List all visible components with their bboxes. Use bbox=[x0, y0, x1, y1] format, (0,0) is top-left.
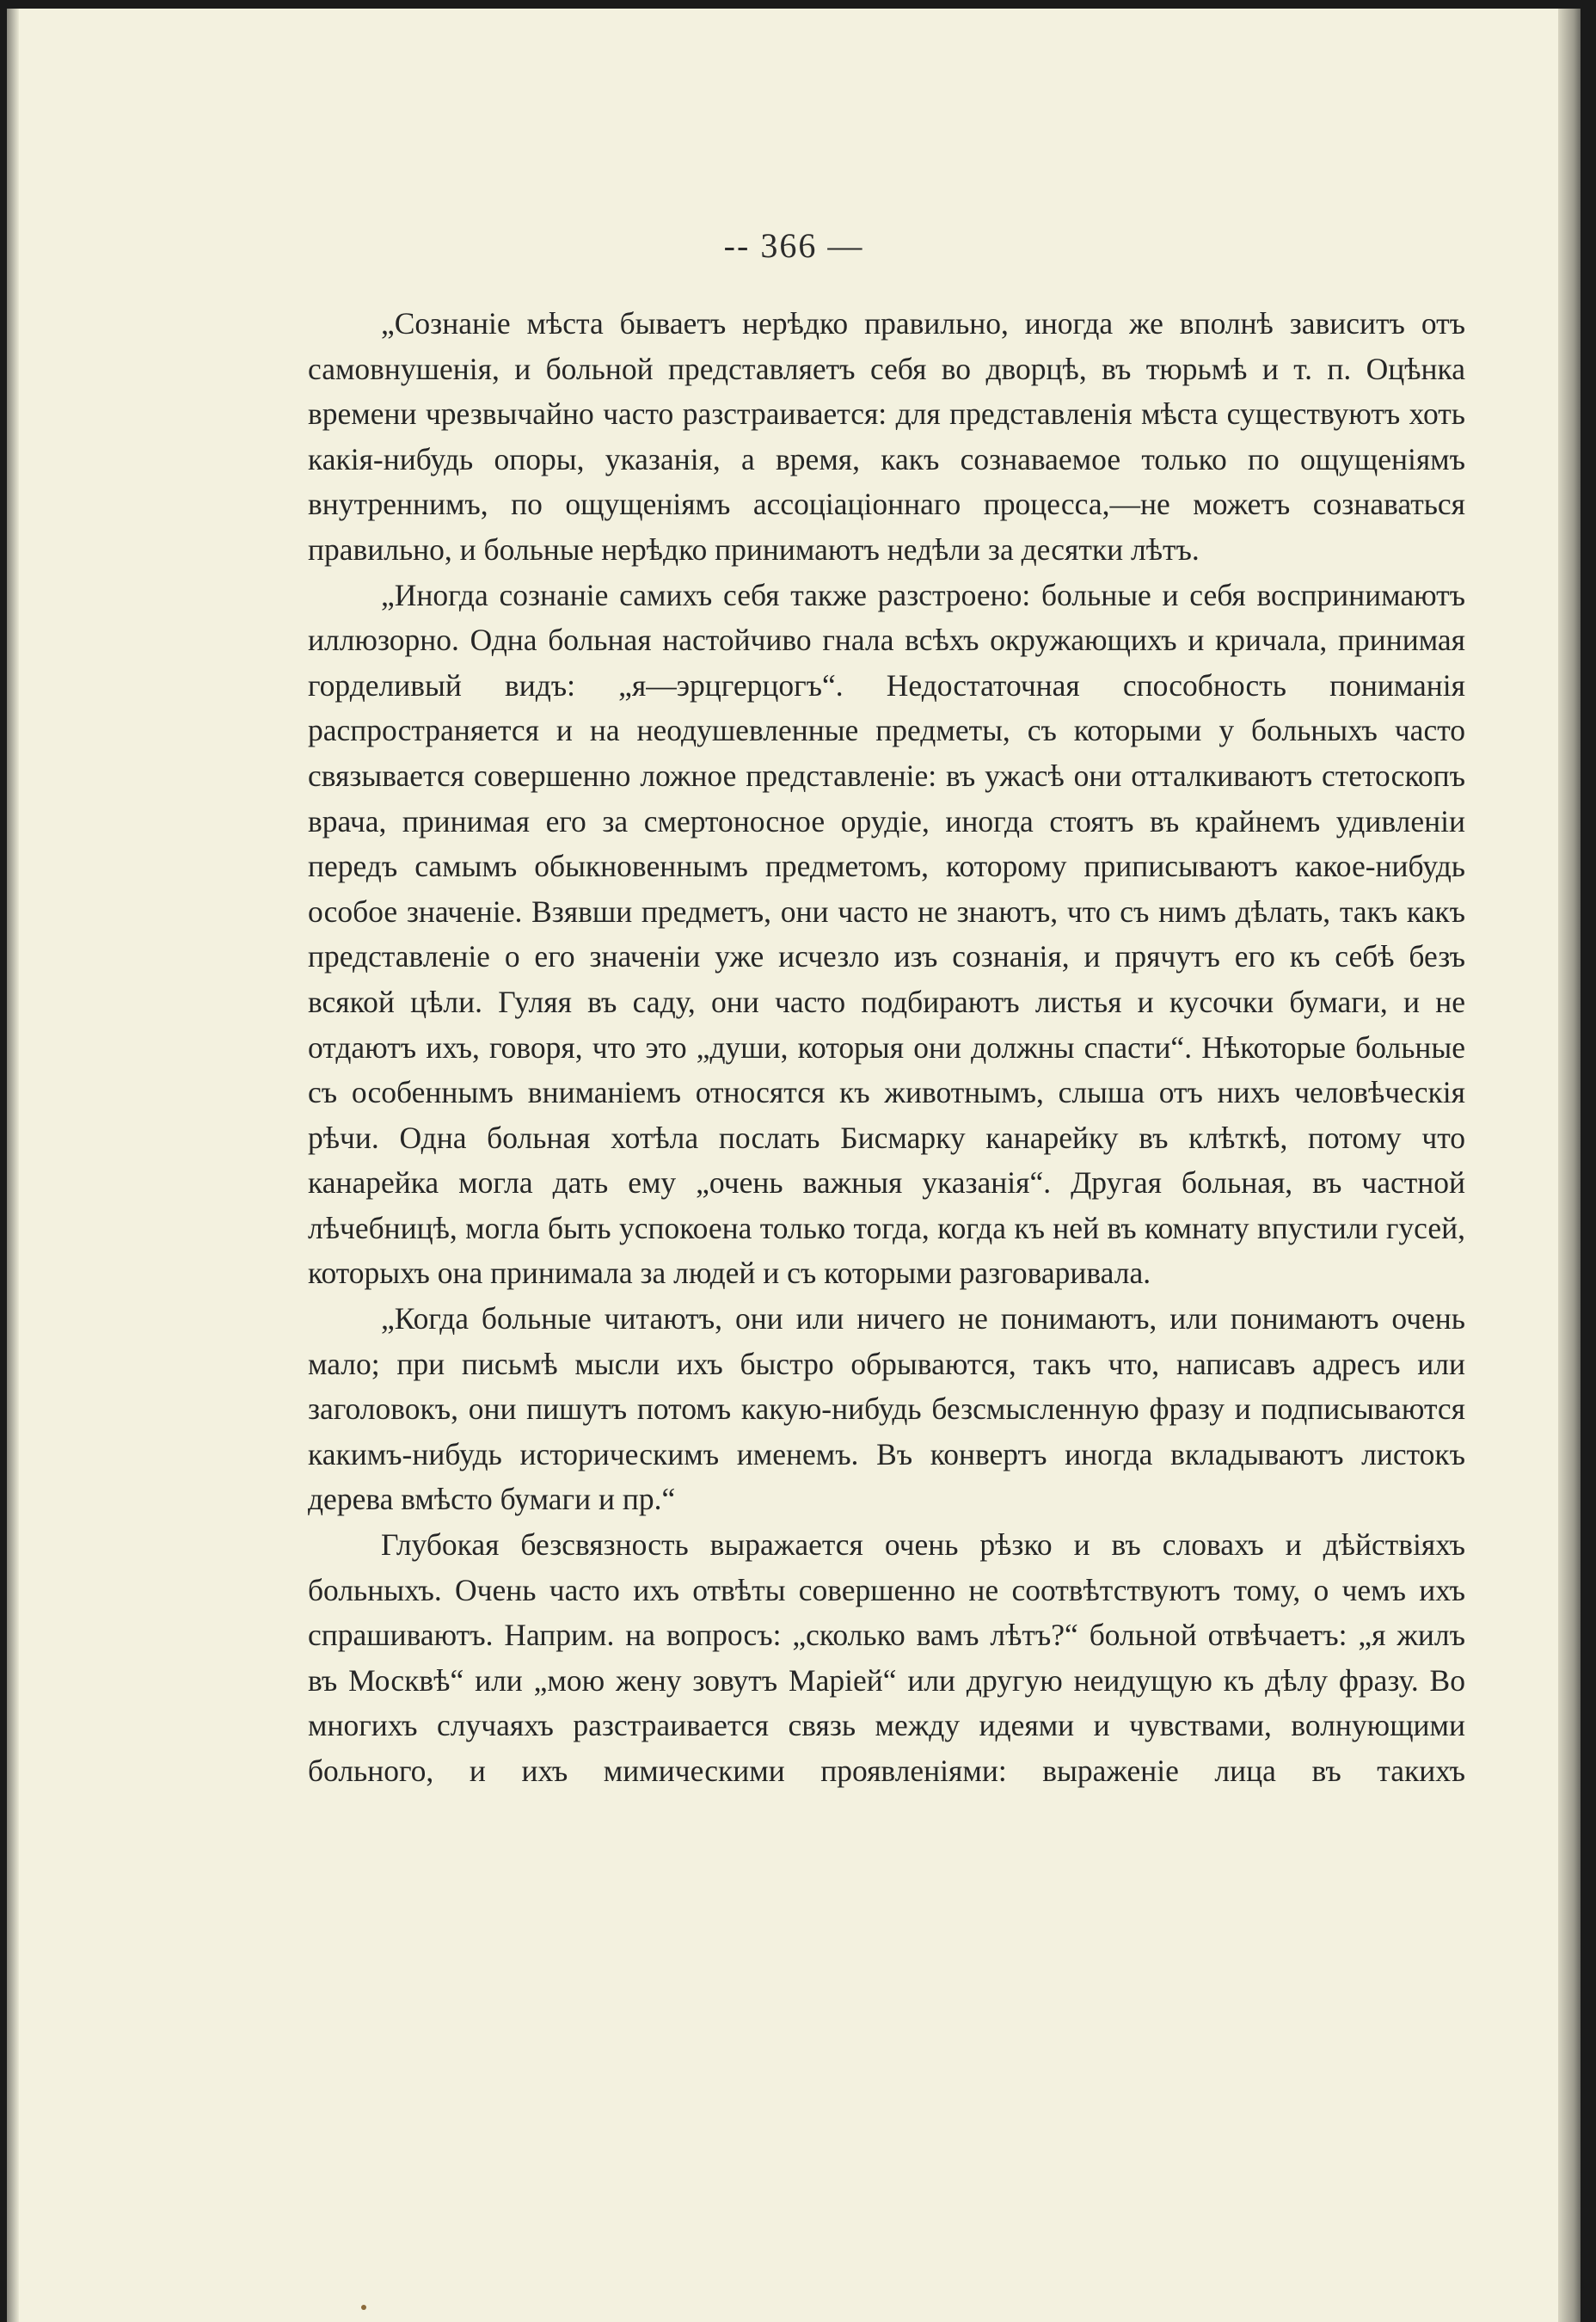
book-page bbox=[7, 9, 1581, 2322]
paragraph-2: „Иногда сознаніе самихъ себя также разстроено: больные и себя воспринимаютъ иллюзорно. Одна больная настойчиво гнала всѣхъ окружающихъ и кричала, принимая горделивый видъ: „я—эрцгерцогъ“. Недостаточная способность пониманія распространяется и на неодушевленные предметы, съ которыми у больныхъ часто связывается совершенно ложное представленіе: въ ужасѣ они отталкиваютъ стетоскопъ врача, принимая его за смертоносное орудіе, иногда стоятъ въ крайнемъ удивленіи передъ самымъ обыкновеннымъ предметомъ, которому приписываютъ какое-нибудь особое значеніе. Взявши предметъ, они часто не знаютъ, что съ нимъ дѣлать, такъ какъ представленіе о его значеніи уже исчезло изъ сознанія, и прячутъ его къ себѣ безъ всякой цѣли. Гуляя въ саду, они часто подбираютъ листья и кусочки бумаги, и не отдаютъ ихъ, говоря, что это „души, которыя они должны спасти“. Нѣкоторые больные съ особеннымъ вниманіемъ относятся къ животнымъ, слыша отъ нихъ человѣческія рѣчи. Одна больная хотѣла послать Бисмарку канарейку въ клѣткѣ, потому что канарейка могла дать ему „очень важныя указанія“. Другая больная, въ частной лѣчебницѣ, могла быть успокоена только тогда, когда къ ней въ комнату впустили гусей, которыхъ она принимала за людей и съ которыми разговаривала. bbox=[308, 577, 1465, 1291]
paragraph-1: „Сознаніе мѣста бываетъ нерѣдко правильно, иногда же вполнѣ зависитъ отъ самовнушенія, и больной представляетъ себя во дворцѣ, въ тюрьмѣ и т. п. Оцѣнка времени чрезвычайно часто разстраивается: для представленія мѣста существуютъ хоть какія-нибудь опоры, указанія, а время, какъ сознаваемое только по ощущеніямъ внутреннимъ, по ощущеніямъ ассоціаціоннаго процесса,—не можетъ сознаваться правильно, и больные нерѣдко принимаютъ недѣли за десятки лѣтъ. bbox=[308, 306, 1465, 567]
ink-spot-mark bbox=[361, 2305, 366, 2310]
paragraph-3: „Когда больные читаютъ, они или ничего не понимаютъ, или понимаютъ очень мало; при письмѣ мысли ихъ быстро обрываются, такъ что, написавъ адресъ или заголовокъ, они пишутъ потомъ какую-нибудь безсмысленную фразу и подписываются какимъ-нибудь историческимъ именемъ. Въ конвертъ иногда вкладываютъ листокъ дерева вмѣсто бумаги и пр.“ bbox=[308, 1301, 1465, 1517]
paragraph-4: Глубокая безсвязность выражается очень рѣзко и въ словахъ и дѣйствіяхъ больныхъ. Очень часто ихъ отвѣты совершенно не соотвѣтствуютъ тому, о чемъ ихъ спрашиваютъ. Наприм. на вопросъ: „сколько вамъ лѣтъ?“ больной отвѣчаетъ: „я жилъ въ Москвѣ“ или „мою жену зовутъ Маріей“ или другую неидущую къ дѣлу фразу. Во многихъ случаяхъ разстраивается связь между идеями и чувствами, волнующими больного, и ихъ мимическими проявленіями: выраженіе лица въ такихъ bbox=[308, 1527, 1465, 1788]
text-body bbox=[308, 301, 1465, 1794]
page-number: -- 366 — bbox=[723, 226, 864, 265]
page-gutter-shadow bbox=[7, 9, 19, 2322]
page-edge-shadow bbox=[1558, 9, 1581, 2322]
